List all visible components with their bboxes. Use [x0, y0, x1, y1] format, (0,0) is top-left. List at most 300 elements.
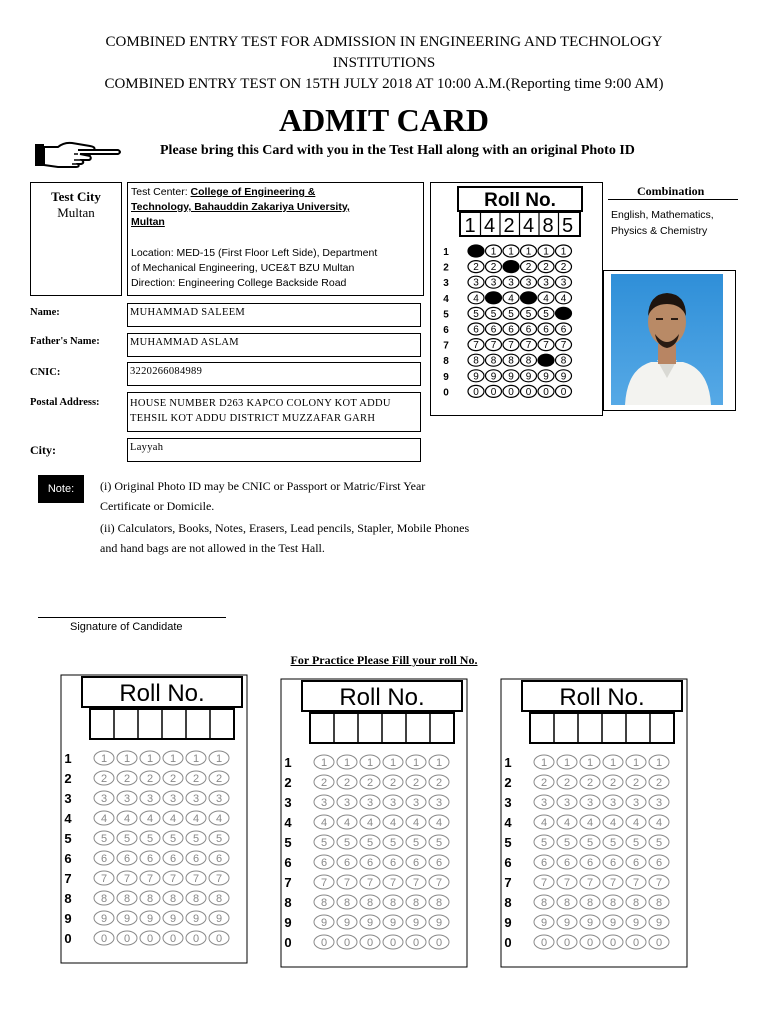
practice-bubble-digit: 9 [412, 917, 420, 929]
practice-bubble-digit: 1 [215, 753, 223, 765]
practice-bubble-digit: 5 [215, 833, 223, 845]
practice-row-label: 0 [284, 935, 292, 950]
test-city-box [30, 182, 122, 296]
practice-bubble-digit: 1 [563, 757, 571, 769]
practice-bubble-digit: 7 [609, 877, 617, 889]
practice-bubble-digit: 8 [435, 897, 443, 909]
practice-bubble-digit: 3 [215, 793, 223, 805]
practice-bubble-digit: 5 [123, 833, 131, 845]
practice-sheet-2 [280, 678, 470, 970]
practice-bubble-digit: 9 [632, 917, 640, 929]
bubble-digit: 8 [490, 355, 497, 367]
note-line-1: (i) Original Photo ID may be CNIC or Passport or Matric/First Year [100, 479, 426, 493]
practice-bubble-digit: 7 [192, 873, 200, 885]
practice-bubble-digit: 9 [389, 917, 397, 929]
test-center-name-2: Technology, Bahauddin Zakariya University, [131, 201, 350, 213]
practice-bubble-digit: 8 [366, 897, 374, 909]
bubble-digit: 0 [543, 386, 549, 398]
practice-bubble-digit: 4 [123, 813, 131, 825]
practice-row-label: 4 [64, 811, 72, 826]
bubble-digit: 2 [560, 262, 567, 274]
bubble-digit: 6 [543, 324, 549, 336]
roll-bubble [538, 354, 554, 366]
practice-bubble-digit: 0 [540, 937, 548, 949]
practice-sheet-3 [500, 678, 690, 970]
practice-bubble-digit: 4 [215, 813, 223, 825]
city-label: City: [30, 443, 56, 457]
practice-bubble-digit: 9 [169, 913, 177, 925]
bubble-digit: 6 [525, 324, 532, 336]
bubble-digit: 1 [490, 246, 497, 258]
practice-row-label: 8 [64, 891, 72, 906]
roll-digit: 4 [483, 215, 496, 237]
practice-bubble-digit: 5 [169, 833, 177, 845]
practice-bubble-digit: 8 [609, 897, 617, 909]
practice-bubble-digit: 2 [540, 777, 548, 789]
practice-bubble-digit: 6 [146, 853, 154, 865]
header-line-2: INSTITUTIONS [332, 55, 436, 71]
practice-bubble-digit: 6 [389, 857, 397, 869]
practice-row-label: 0 [504, 935, 512, 950]
note-line-3: (ii) Calculators, Books, Notes, Erasers, Lead pencils, Stapler, Mobile Phones [100, 521, 470, 535]
practice-bubble-digit: 5 [192, 833, 200, 845]
row-label: 1 [443, 247, 449, 258]
practice-row-label: 0 [64, 931, 72, 946]
practice-bubble-digit: 8 [412, 897, 420, 909]
note-label: Note: [38, 475, 84, 503]
father-name-label: Father's Name: [30, 336, 100, 347]
practice-bubble-digit: 4 [389, 817, 397, 829]
practice-bubble-digit: 8 [169, 893, 177, 905]
row-label: 8 [443, 356, 449, 368]
practice-bubble-digit: 8 [146, 893, 154, 905]
practice-bubble-digit: 0 [563, 937, 571, 949]
practice-bubble-digit: 0 [435, 937, 443, 949]
practice-bubble-digit: 1 [366, 757, 374, 769]
practice-bubble-digit: 5 [609, 837, 617, 849]
practice-bubble-digit: 9 [320, 917, 328, 929]
bubble-digit: 8 [473, 355, 479, 367]
practice-bubble-digit: 9 [215, 913, 223, 925]
roll-digit: 1 [464, 215, 476, 237]
roll-bubble [468, 245, 484, 257]
bubble-digit: 7 [525, 340, 532, 352]
practice-row-label: 3 [504, 795, 512, 810]
practice-bubble-digit: 7 [563, 877, 571, 889]
practice-bubble-digit: 8 [540, 897, 548, 909]
practice-bubble-digit: 9 [146, 913, 154, 925]
test-center-name-3: Multan [131, 216, 165, 228]
practice-bubble-digit: 2 [632, 777, 640, 789]
practice-bubble-digit: 6 [192, 853, 200, 865]
practice-bubble-digit: 5 [389, 837, 397, 849]
practice-bubble-digit: 6 [435, 857, 443, 869]
practice-bubble-digit: 9 [586, 917, 594, 929]
practice-bubble-digit: 6 [563, 857, 571, 869]
practice-row-label: 9 [64, 911, 72, 926]
bubble-digit: 5 [525, 308, 532, 320]
row-label: 0 [443, 387, 449, 399]
practice-title: Roll No. [559, 684, 645, 711]
cnic-field: 3220266084989 [127, 362, 421, 386]
practice-bubble-digit: 6 [412, 857, 420, 869]
practice-bubble-digit: 5 [366, 837, 374, 849]
bubble-digit: 3 [473, 277, 479, 289]
practice-bubble-digit: 5 [655, 837, 663, 849]
practice-bubble-digit: 5 [100, 833, 108, 845]
practice-bubble-digit: 8 [389, 897, 397, 909]
practice-bubble-digit: 0 [343, 937, 351, 949]
practice-bubble-digit: 1 [320, 757, 328, 769]
bubble-digit: 9 [490, 371, 497, 383]
practice-bubble-digit: 3 [169, 793, 177, 805]
bubble-digit: 5 [543, 308, 549, 320]
practice-bubble-digit: 1 [609, 757, 617, 769]
practice-bubble-digit: 2 [100, 773, 108, 785]
practice-bubble-digit: 0 [100, 933, 108, 945]
practice-bubble-digit: 7 [146, 873, 154, 885]
roll-bubble [521, 292, 537, 304]
bubble-digit: 3 [525, 277, 532, 289]
practice-title: Roll No. [339, 684, 425, 711]
practice-bubble-digit: 8 [343, 897, 351, 909]
practice-bubble-digit: 5 [563, 837, 571, 849]
practice-bubble-digit: 1 [655, 757, 663, 769]
practice-bubble-digit: 2 [192, 773, 200, 785]
practice-bubble-digit: 4 [366, 817, 374, 829]
combination-label: Combination [637, 184, 705, 198]
bubble-digit: 2 [473, 262, 479, 274]
practice-row-label: 9 [504, 915, 512, 930]
practice-bubble-digit: 4 [146, 813, 154, 825]
practice-bubble-digit: 6 [123, 853, 131, 865]
postal-address-field [127, 392, 421, 432]
practice-row-label: 6 [64, 851, 72, 866]
practice-bubble-digit: 7 [320, 877, 328, 889]
note-line-2: Certificate or Domicile. [100, 499, 215, 513]
practice-bubble-digit: 4 [586, 817, 594, 829]
practice-bubble-digit: 6 [586, 857, 594, 869]
bubble-digit: 6 [473, 324, 479, 336]
bubble-digit: 9 [508, 371, 514, 383]
practice-bubble-digit: 1 [100, 753, 108, 765]
bubble-digit: 5 [473, 308, 479, 320]
roll-digit: 5 [561, 215, 574, 237]
bubble-digit: 2 [490, 262, 497, 274]
practice-bubble-digit: 8 [320, 897, 328, 909]
practice-bubble-digit: 3 [100, 793, 108, 805]
practice-row-label: 7 [504, 875, 512, 890]
practice-row-label: 5 [504, 835, 512, 850]
bubble-digit: 2 [543, 262, 549, 274]
practice-bubble-digit: 3 [609, 797, 617, 809]
practice-row-label: 1 [284, 755, 292, 770]
bubble-digit: 0 [490, 386, 497, 398]
practice-bubble-digit: 4 [169, 813, 177, 825]
practice-bubble-digit: 6 [215, 853, 223, 865]
roll-bubble [556, 307, 572, 319]
practice-bubble-digit: 9 [609, 917, 617, 929]
practice-row-label: 9 [284, 915, 292, 930]
practice-bubble-digit: 3 [563, 797, 571, 809]
practice-bubble-digit: 0 [389, 937, 397, 949]
signature-line [38, 617, 226, 618]
practice-row-label: 3 [284, 795, 292, 810]
row-label: 4 [443, 293, 449, 305]
practice-bubble-digit: 4 [632, 817, 640, 829]
practice-bubble-digit: 9 [100, 913, 108, 925]
practice-bubble-digit: 5 [146, 833, 154, 845]
test-city-value: Multan [57, 205, 95, 220]
practice-bubble-digit: 0 [655, 937, 663, 949]
bubble-digit: 4 [543, 293, 549, 305]
practice-bubble-digit: 4 [609, 817, 617, 829]
practice-bubble-digit: 1 [192, 753, 200, 765]
direction-line: Direction: Engineering College Backside Road [131, 277, 347, 289]
practice-bubble-digit: 5 [632, 837, 640, 849]
bubble-digit: 8 [508, 355, 514, 367]
practice-bubble-digit: 9 [655, 917, 663, 929]
practice-bubble-digit: 5 [435, 837, 443, 849]
roll-bubble [503, 261, 519, 273]
combination-subjects [611, 207, 714, 239]
practice-row-label: 7 [284, 875, 292, 890]
bubble-digit: 3 [508, 277, 514, 289]
practice-bubble-digit: 4 [343, 817, 351, 829]
practice-bubble-digit: 2 [389, 777, 397, 789]
location-line-1: Location: MED-15 (First Floor Left Side), Department [131, 247, 378, 259]
practice-bubble-digit: 3 [192, 793, 200, 805]
bubble-digit: 6 [508, 324, 514, 336]
header-line-3: COMBINED ENTRY TEST ON 15TH JULY 2018 AT 10:00 A.M.(Reporting time 9:00 AM) [104, 76, 664, 92]
bubble-digit: 6 [490, 324, 497, 336]
practice-bubble-digit: 1 [343, 757, 351, 769]
bubble-digit: 2 [525, 262, 532, 274]
practice-bubble-digit: 0 [146, 933, 154, 945]
bubble-digit: 0 [508, 386, 514, 398]
bubble-digit: 5 [508, 308, 514, 320]
practice-row-label: 4 [284, 815, 292, 830]
practice-bubble-digit: 4 [192, 813, 200, 825]
practice-row-label: 8 [284, 895, 292, 910]
practice-row-label: 5 [284, 835, 292, 850]
practice-bubble-digit: 0 [632, 937, 640, 949]
practice-bubble-digit: 1 [632, 757, 640, 769]
practice-bubble-digit: 6 [343, 857, 351, 869]
bubble-digit: 7 [490, 340, 497, 352]
practice-bubble-digit: 3 [412, 797, 420, 809]
practice-bubble-digit: 2 [215, 773, 223, 785]
test-city-label: Test City [51, 189, 101, 204]
cnic-label: CNIC: [30, 367, 61, 378]
practice-bubble-digit: 7 [655, 877, 663, 889]
practice-bubble-digit: 5 [320, 837, 328, 849]
practice-bubble-digit: 1 [540, 757, 548, 769]
practice-bubble-digit: 2 [123, 773, 131, 785]
bubble-digit: 8 [560, 355, 567, 367]
practice-bubble-digit: 3 [632, 797, 640, 809]
practice-bubble-digit: 7 [412, 877, 420, 889]
practice-bubble-digit: 8 [215, 893, 223, 905]
combination-divider [608, 199, 738, 200]
practice-bubble-digit: 8 [123, 893, 131, 905]
practice-bubble-digit: 2 [169, 773, 177, 785]
row-label: 2 [443, 262, 449, 274]
practice-label: For Practice Please Fill your roll No. [290, 653, 478, 667]
combination-line-1: English, Mathematics, [611, 209, 714, 221]
name-field: MUHAMMAD SALEEM [127, 303, 421, 327]
practice-bubble-digit: 7 [435, 877, 443, 889]
practice-bubble-digit: 7 [586, 877, 594, 889]
practice-bubble-digit: 4 [320, 817, 328, 829]
bubble-digit: 1 [543, 246, 549, 258]
practice-bubble-digit: 0 [366, 937, 374, 949]
practice-bubble-digit: 9 [123, 913, 131, 925]
practice-title: Roll No. [119, 680, 205, 707]
practice-bubble-digit: 8 [586, 897, 594, 909]
bubble-digit: 5 [490, 308, 497, 320]
practice-bubble-digit: 6 [540, 857, 548, 869]
practice-bubble-digit: 2 [366, 777, 374, 789]
bubble-digit: 1 [525, 246, 532, 258]
bubble-digit: 9 [473, 371, 479, 383]
practice-bubble-digit: 1 [412, 757, 420, 769]
practice-sheet-1 [60, 674, 250, 966]
row-label: 3 [443, 278, 449, 290]
bubble-digit: 3 [560, 277, 567, 289]
practice-bubble-digit: 4 [540, 817, 548, 829]
practice-bubble-digit: 3 [343, 797, 351, 809]
roll-bubble-grid [440, 185, 600, 413]
practice-bubble-digit: 2 [609, 777, 617, 789]
bubble-digit: 1 [560, 246, 567, 258]
practice-bubble-digit: 2 [435, 777, 443, 789]
practice-bubble-digit: 3 [655, 797, 663, 809]
practice-bubble-digit: 8 [192, 893, 200, 905]
practice-bubble-digit: 4 [563, 817, 571, 829]
practice-bubble-digit: 1 [123, 753, 131, 765]
practice-bubble-digit: 0 [169, 933, 177, 945]
practice-bubble-digit: 6 [100, 853, 108, 865]
address-line-1: HOUSE NUMBER D263 KAPCO COLONY KOT ADDU [130, 398, 391, 409]
test-center-box [127, 182, 424, 296]
practice-bubble-digit: 3 [366, 797, 374, 809]
practice-bubble-digit: 6 [320, 857, 328, 869]
practice-bubble-digit: 0 [412, 937, 420, 949]
practice-bubble-digit: 8 [655, 897, 663, 909]
roll-digit: 2 [503, 215, 515, 237]
practice-bubble-digit: 7 [123, 873, 131, 885]
practice-bubble-digit: 8 [563, 897, 571, 909]
test-center-label: Test Center: [131, 186, 191, 198]
bubble-digit: 4 [508, 293, 514, 305]
practice-bubble-digit: 2 [343, 777, 351, 789]
page-title: ADMIT CARD [278, 102, 490, 138]
roll-bubble [486, 292, 502, 304]
practice-row-label: 7 [64, 871, 72, 886]
practice-bubble-digit: 3 [123, 793, 131, 805]
practice-bubble-digit: 2 [586, 777, 594, 789]
practice-bubble-digit: 2 [146, 773, 154, 785]
bubble-digit: 4 [560, 293, 567, 305]
practice-bubble-digit: 5 [586, 837, 594, 849]
practice-bubble-digit: 6 [632, 857, 640, 869]
bubble-digit: 7 [473, 340, 479, 352]
postal-address-label: Postal Address: [30, 397, 100, 408]
practice-bubble-digit: 9 [563, 917, 571, 929]
practice-bubble-digit: 0 [586, 937, 594, 949]
practice-bubble-digit: 4 [655, 817, 663, 829]
practice-bubble-digit: 3 [540, 797, 548, 809]
practice-bubble-digit: 0 [215, 933, 223, 945]
roll-digit: 8 [542, 215, 554, 237]
practice-bubble-digit: 2 [412, 777, 420, 789]
practice-bubble-digit: 3 [389, 797, 397, 809]
practice-bubble-digit: 9 [435, 917, 443, 929]
practice-row-label: 4 [504, 815, 512, 830]
practice-bubble-digit: 9 [343, 917, 351, 929]
practice-bubble-digit: 0 [609, 937, 617, 949]
practice-bubble-digit: 1 [586, 757, 594, 769]
practice-row-label: 2 [64, 771, 72, 786]
bubble-digit: 7 [543, 340, 549, 352]
location-line-2: of Mechanical Engineering, UCE&T BZU Multan [131, 262, 355, 274]
pointing-hand-icon [34, 139, 122, 171]
roll-title: Roll No. [484, 190, 556, 211]
combination-line-2: Physics & Chemistry [611, 225, 708, 237]
practice-bubble-digit: 8 [632, 897, 640, 909]
bubble-digit: 3 [543, 277, 549, 289]
practice-bubble-digit: 0 [123, 933, 131, 945]
father-name-field: MUHAMMAD ASLAM [127, 333, 421, 357]
practice-bubble-digit: 2 [655, 777, 663, 789]
practice-bubble-digit: 1 [435, 757, 443, 769]
note-line-4: and hand bags are not allowed in the Test Hall. [100, 541, 325, 555]
bubble-digit: 0 [525, 386, 532, 398]
practice-bubble-digit: 3 [586, 797, 594, 809]
practice-row-label: 2 [504, 775, 512, 790]
practice-bubble-digit: 5 [540, 837, 548, 849]
practice-bubble-digit: 4 [100, 813, 108, 825]
signature-label: Signature of Candidate [70, 621, 183, 633]
practice-bubble-digit: 1 [389, 757, 397, 769]
row-label: 7 [443, 340, 449, 352]
practice-bubble-digit: 5 [343, 837, 351, 849]
bubble-digit: 3 [490, 277, 497, 289]
practice-bubble-digit: 0 [320, 937, 328, 949]
city-field: Layyah [127, 438, 421, 462]
practice-bubble-digit: 7 [366, 877, 374, 889]
practice-bubble-digit: 9 [192, 913, 200, 925]
instruction-text: Please bring this Card with you in the Test Hall along with an original Photo ID [160, 143, 635, 158]
practice-bubble-digit: 7 [343, 877, 351, 889]
practice-bubble-digit: 6 [366, 857, 374, 869]
practice-bubble-digit: 1 [146, 753, 154, 765]
practice-row-label: 8 [504, 895, 512, 910]
practice-bubble-digit: 7 [632, 877, 640, 889]
practice-bubble-digit: 6 [655, 857, 663, 869]
bubble-digit: 1 [508, 246, 514, 258]
bubble-digit: 9 [560, 371, 567, 383]
practice-row-label: 5 [64, 831, 72, 846]
row-label: 6 [443, 325, 449, 336]
bubble-digit: 7 [560, 340, 567, 352]
practice-bubble-digit: 6 [169, 853, 177, 865]
bubble-digit: 0 [560, 386, 567, 398]
practice-bubble-digit: 3 [435, 797, 443, 809]
bubble-digit: 7 [508, 340, 514, 352]
practice-bubble-digit: 0 [192, 933, 200, 945]
